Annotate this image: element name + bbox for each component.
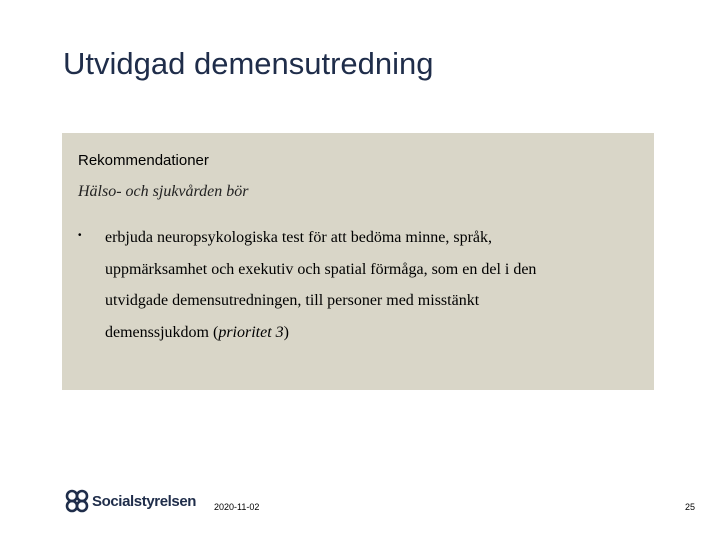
bullet-line: uppmärksamhet och exekutiv och spatial förmåga, som en del i den xyxy=(105,260,537,278)
bullet-line-suffix: ) xyxy=(283,323,289,341)
bullet-line-last xyxy=(105,317,645,349)
bullet-marker-icon: • xyxy=(78,230,82,241)
recommendation-heading: Rekommendationer xyxy=(78,152,209,169)
bullet-line: erbjuda neuropsykologiska test för att bedöma minne, språk, xyxy=(105,229,493,246)
slide-title: Utvidgad demensutredning xyxy=(63,46,434,81)
recommendation-subheading: Hälso- och sjukvården bör xyxy=(78,183,249,200)
bullet-line: utvidgade demensutredningen, till personer med misstänkt xyxy=(105,292,480,309)
page-number: 25 xyxy=(684,502,695,512)
footer-date: 2020-11-02 xyxy=(214,502,260,512)
bullet-line-prefix: demenssjukdom ( xyxy=(105,323,219,341)
recommendation-box xyxy=(62,133,654,390)
socialstyrelsen-logo-icon xyxy=(64,489,90,513)
socialstyrelsen-logo xyxy=(64,488,196,514)
recommendation-bullet xyxy=(105,222,645,348)
logo-text: Socialstyrelsen xyxy=(92,492,197,510)
priority-label: prioritet 3 xyxy=(218,323,284,341)
